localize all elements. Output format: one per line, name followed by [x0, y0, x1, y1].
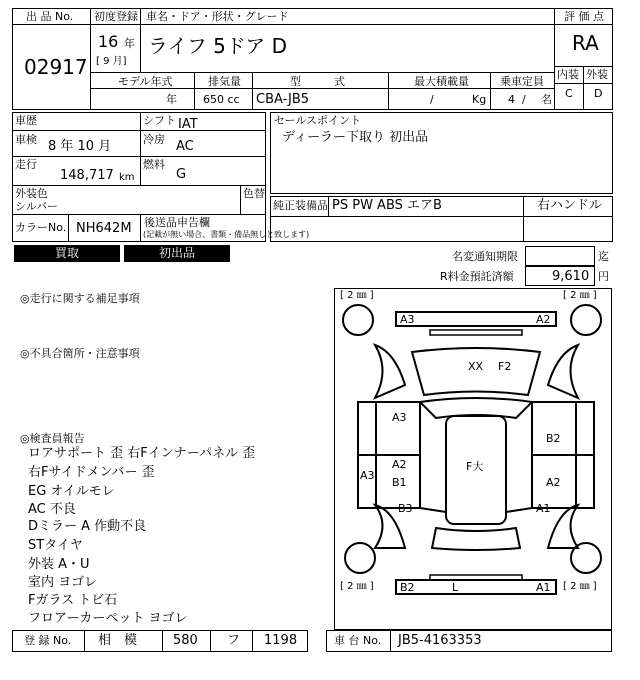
name-change-unit: 迄	[598, 250, 609, 263]
registration-class: 580	[173, 633, 198, 648]
damage-mark: F大	[466, 460, 484, 473]
max-load-label: 最大積載量	[414, 75, 469, 88]
list-item: STタイヤ	[28, 538, 83, 553]
fender-front-right	[548, 345, 578, 398]
list-item: 外装 A・U	[28, 557, 90, 572]
damage-mark: B2	[546, 432, 561, 445]
recycle-label: R料金預託済額	[440, 270, 514, 283]
tire-rear-left	[345, 543, 375, 573]
list-item: EG オイルモレ	[28, 484, 115, 499]
model-year-label: モデル年式	[118, 75, 173, 88]
damage-mark: A3	[400, 313, 415, 326]
damage-mark: A2	[392, 458, 407, 471]
inspection-value: 8 年 10 月	[48, 139, 112, 154]
tire-depth-front-left: [ 2 ㎜ ]	[340, 290, 374, 301]
sales-point-label: セールスポイント	[274, 114, 362, 127]
capacity-label: 乗車定員	[500, 75, 544, 88]
list-item: Fガラス トビ石	[28, 593, 118, 608]
model-year-unit: 年	[166, 93, 177, 106]
exterior-label: 外装	[586, 68, 608, 81]
damage-mark: F2	[498, 360, 512, 373]
badge-first-listing: 初出品	[124, 245, 230, 262]
equipment-label: 純正装備品	[273, 199, 328, 212]
mileage-value: 148,717	[60, 168, 114, 183]
capacity-unit: 名	[541, 93, 552, 106]
tire-front-right	[571, 305, 601, 335]
list-item: フロアーカーペット ヨゴレ	[28, 611, 188, 626]
fender-rear-right	[548, 505, 578, 548]
damage-mark: A2	[536, 313, 551, 326]
equipment-value: PS PW ABS エアB	[332, 198, 442, 213]
fuel-label: 燃料	[143, 158, 165, 171]
defects-label: ◎不具合箇所・注意事項	[20, 347, 140, 360]
model-name-label: 車名・ドア・形状・グレード	[146, 10, 289, 23]
rear-window	[432, 528, 520, 550]
first-reg-label: 初度登録	[94, 10, 138, 23]
sales-point-value: ディーラー下取り 初出品	[282, 130, 429, 145]
registration-area: 相 模	[98, 633, 138, 648]
list-item: ロアサポート 歪 右Fインナーパネル 歪	[28, 446, 256, 461]
damage-mark: L	[452, 581, 459, 594]
damage-mark: B1	[392, 476, 407, 489]
list-item: 右Fサイドメンバー 歪	[28, 465, 155, 480]
damage-mark: A1	[536, 502, 551, 515]
shift-label: シフト	[143, 114, 176, 127]
tire-depth-front-right: [ 2 ㎜ ]	[563, 290, 597, 301]
tire-front-left	[343, 305, 373, 335]
first-reg-month: [ 9 月]	[96, 56, 127, 67]
list-item: 室内 ヨゴレ	[28, 575, 98, 590]
ac-label: 冷房	[143, 133, 165, 146]
color-no-label: カラーNo.	[15, 221, 67, 234]
color-value: シルバー	[15, 200, 58, 213]
displacement-value: 650 cc	[203, 93, 240, 106]
max-load-slash: /	[430, 93, 434, 106]
name-change-label: 名変通知期限	[452, 250, 518, 263]
registration-kana: フ	[227, 633, 241, 648]
inspection-label: 車検	[15, 133, 37, 146]
mileage-label: 走行	[15, 158, 37, 171]
list-item: Dミラー A 作動不良	[28, 519, 147, 534]
exterior-grade: D	[594, 87, 603, 100]
damage-mark: XX	[468, 360, 484, 373]
tire-depth-rear-right: [ 2 ㎜ ]	[563, 581, 597, 592]
recycle-value: 9,610	[552, 269, 590, 284]
color-no-value: NH642M	[76, 221, 132, 236]
capacity-slash: /	[522, 93, 526, 106]
recycle-unit: 円	[598, 270, 609, 283]
registration-label: 登 録 No.	[24, 634, 72, 647]
ac-value: AC	[176, 139, 194, 154]
rating-value: RA	[572, 31, 599, 55]
interior-label: 内装	[557, 68, 579, 81]
front-bumper	[396, 312, 556, 326]
interior-grade: C	[565, 87, 573, 100]
mileage-unit: km	[119, 172, 135, 183]
badge-kaitori: 買取	[14, 245, 120, 262]
rear-bumper	[396, 580, 556, 594]
repaint-label: 色替	[243, 187, 265, 200]
type-label: 型 式	[290, 75, 345, 88]
chassis-number: JB5-4163353	[398, 633, 482, 648]
fender-front-left	[375, 345, 405, 398]
lot-label: 出 品 No.	[26, 10, 74, 23]
first-reg-year: 16	[98, 32, 119, 51]
type-value: CBA-JB5	[256, 92, 310, 107]
tire-depth-rear-left: [ 2 ㎜ ]	[340, 581, 374, 592]
history-label: 車歴	[15, 114, 37, 127]
car-name: ライフ 5ドア D	[148, 34, 288, 58]
damage-mark: B3	[398, 502, 413, 515]
rating-label: 評 価 点	[564, 10, 604, 23]
max-load-unit: Kg	[472, 93, 487, 106]
damage-mark: A3	[360, 469, 375, 482]
first-reg-year-unit: 年	[124, 37, 135, 50]
displacement-label: 排気量	[208, 75, 241, 88]
chassis-label: 車 台 No.	[334, 634, 382, 647]
shift-value: IAT	[178, 117, 198, 132]
color-label: 外装色	[15, 187, 48, 200]
lot-number: 02917	[24, 55, 88, 79]
registration-number: 1198	[264, 633, 298, 648]
damage-mark: B2	[400, 581, 415, 594]
steering-value: 右ハンドル	[537, 198, 603, 213]
fuel-value: G	[176, 167, 187, 182]
inspector-report-label: ◎検査員報告	[20, 432, 85, 445]
driving-notes-label: ◎走行に関する補足事項	[20, 292, 140, 305]
damage-mark: A1	[536, 581, 551, 594]
docs-label: 後送品申告欄	[144, 216, 210, 229]
damage-mark: A3	[392, 411, 407, 424]
docs-note: (記載が無い場合、書類・備品無しと致します)	[143, 230, 310, 239]
damage-mark: A2	[546, 476, 561, 489]
list-item: AC 不良	[28, 502, 76, 517]
capacity-value: 4	[508, 93, 515, 106]
